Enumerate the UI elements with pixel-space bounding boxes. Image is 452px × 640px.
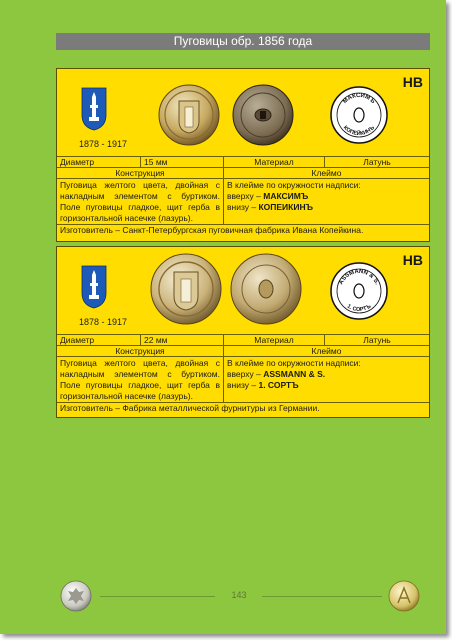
page-number: 143	[231, 590, 247, 600]
mark-line-top: вверху – МАКСИМЪ	[227, 191, 309, 201]
button-card-2	[56, 246, 430, 418]
stamp-bottom-text: 1. СОРТЪ	[345, 303, 373, 314]
button-back-image	[231, 83, 295, 147]
mark-line-bottom: внизу – КОПЕИКИНЪ	[227, 202, 313, 212]
mark-line-bottom: внизу – 1. СОРТЪ	[227, 380, 299, 390]
maker-text: Изготовитель – Фабрика металлической фурнитуры из Германии.	[57, 403, 429, 414]
page-title: Пуговицы обр. 1856 года	[56, 33, 430, 50]
years-label: 1878 - 1917	[79, 139, 128, 149]
stamp-drawing	[329, 261, 389, 321]
image-row	[57, 247, 429, 335]
material-value: Латунь	[325, 157, 430, 168]
stamp-drawing	[329, 85, 389, 145]
coat-of-arms-icon	[81, 87, 107, 131]
stamp-top-text: МАКСИМЪ	[342, 92, 376, 105]
mark-line-1: В клейме по окружности надписи:	[227, 358, 361, 368]
stamp-top-text: ASSMANN & S.	[338, 268, 380, 286]
material-label: Материал	[224, 157, 325, 168]
mark-description	[224, 179, 430, 225]
diameter-label: Диаметр	[57, 157, 141, 168]
mark-line-1: В клейме по окружности надписи:	[227, 180, 361, 190]
diameter-value: 22 мм	[141, 335, 224, 346]
eagle-medallion-icon	[60, 580, 92, 612]
mark-label: Клеймо	[224, 346, 430, 357]
mark-description	[224, 357, 430, 403]
construction-label: Конструкция	[57, 346, 224, 357]
stamp-bottom-text: КОПЕЙКИНЪ	[341, 124, 377, 138]
footer-rule-left	[100, 596, 215, 597]
info-table	[57, 157, 429, 235]
construction-label: Конструкция	[57, 168, 224, 179]
mark-label: Клеймо	[224, 168, 430, 179]
years-label: 1878 - 1917	[79, 317, 128, 327]
button-front-image	[157, 83, 221, 147]
image-row	[57, 69, 429, 157]
diameter-label: Диаметр	[57, 335, 141, 346]
button-front-image	[149, 252, 223, 326]
mark-line-top: вверху – ASSMANN & S.	[227, 369, 326, 379]
diameter-value: 15 мм	[141, 157, 224, 168]
monogram-medallion-icon	[388, 580, 420, 612]
maker-text: Изготовитель – Санкт-Петербургская пуговичная фабрика Ивана Копейкина.	[57, 225, 429, 236]
material-value: Латунь	[325, 335, 430, 346]
nb-badge: НВ	[402, 252, 423, 268]
construction-text: Пуговица желтого цвета, двойная с накладным элементом с буртиком. Поле пуговицы гладкое, щит герба в горизонтальной насечке (лазурь).	[57, 179, 224, 225]
button-back-image	[229, 252, 303, 326]
button-card-1	[56, 68, 430, 242]
material-label: Материал	[224, 335, 325, 346]
footer-rule-right	[262, 596, 382, 597]
construction-text: Пуговица желтого цвета, двойная с накладным элементом с буртиком. Поле пуговицы гладкое, щит герба в горизонтальной насечке (лазурь).	[57, 357, 224, 403]
nb-badge: НВ	[402, 74, 423, 90]
info-table	[57, 335, 429, 413]
coat-of-arms-icon	[81, 265, 107, 309]
